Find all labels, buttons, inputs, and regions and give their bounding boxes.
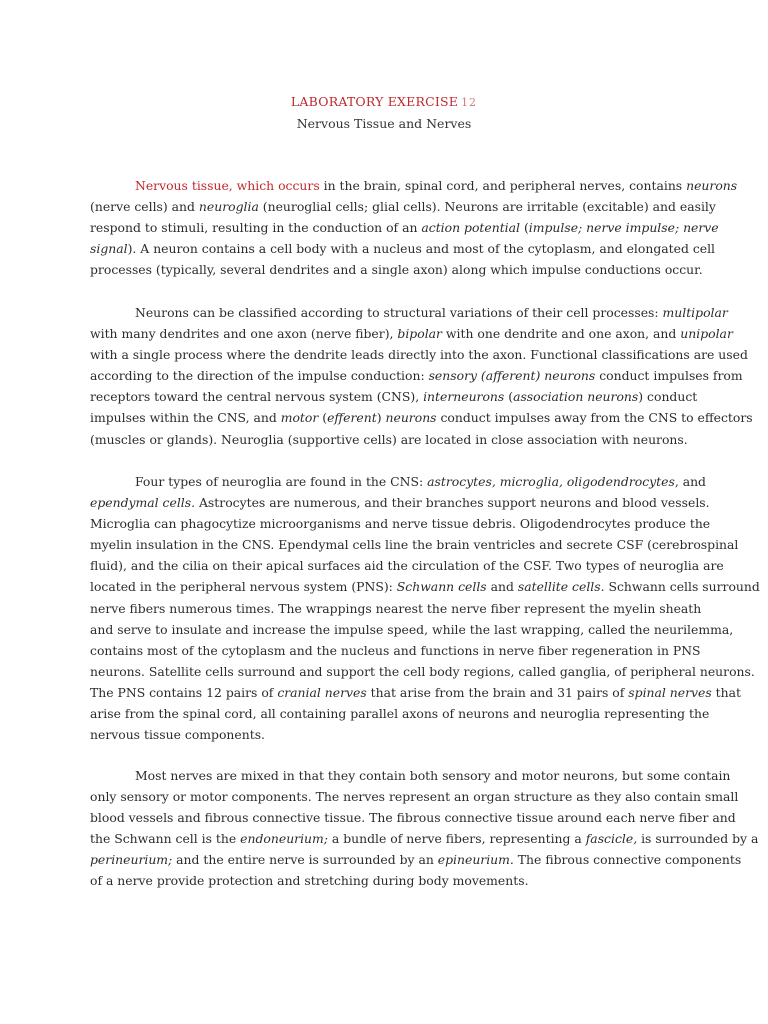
text-run: conduct impulses away from the CNS to effectors: [436, 410, 753, 426]
paragraph-line: [90, 344, 748, 365]
paragraph-line: [90, 196, 716, 217]
paragraph-line: [90, 619, 734, 640]
text-run: and the entire nerve is surrounded by an: [172, 852, 438, 868]
paragraph-line: [90, 407, 753, 428]
paragraph-line: [90, 323, 733, 344]
paragraph-neuron-classification: [90, 302, 753, 450]
paragraph-line: [90, 534, 739, 555]
text-run: , and: [674, 474, 706, 489]
paragraph-line: [90, 259, 703, 280]
text-run: according to the direction of the impulse conduction:: [90, 368, 429, 384]
italic-term: perineurium;: [90, 852, 173, 868]
lab-exercise-heading: [0, 94, 768, 111]
text-run: arise from the spinal cord, all containing parallel axons of neurons and neuroglia representing the: [90, 706, 710, 722]
text-run: contains most of the cytoplasm and the nucleus and functions in nerve fiber regeneration in PNS: [90, 642, 701, 658]
text-run: impulses within the CNS, and: [90, 410, 281, 426]
text-run: conduct impulses from: [595, 368, 743, 384]
paragraph-line: [90, 175, 738, 196]
italic-term: neurons: [686, 178, 738, 193]
paragraph-line: [90, 386, 698, 407]
paragraph-line: [90, 365, 743, 386]
text-run: Four types of neuroglia are found in the CNS:: [135, 474, 428, 489]
paragraph-line: [90, 849, 742, 870]
paragraph-line: [90, 870, 680, 891]
text-run: processes (typically, several dendrites and a single axon) along which impulse conductions occur.: [90, 262, 703, 278]
text-run: respond to stimuli, resulting in the conduction of an: [90, 220, 422, 236]
text-run: myelin insulation in the CNS. Ependymal cells line the brain ventricles and secrete CSF (cerebrospinal: [90, 537, 739, 553]
text-run: (nerve cells) and: [90, 199, 199, 215]
text-run: (: [318, 410, 328, 426]
italic-term: efferent: [327, 410, 377, 426]
text-run: receptors toward the central nervous system (CNS),: [90, 389, 424, 405]
italic-term: astrocytes, microglia, oligodendrocytes: [427, 474, 675, 489]
highlighted-phrase: Nervous tissue, which occurs: [135, 178, 320, 193]
italic-term: unipolar: [680, 326, 733, 342]
text-run: The fibrous connective components: [513, 852, 742, 868]
text-run: Microglia can phagocytize microorganisms and nerve tissue debris. Oligodendrocytes produce the: [90, 516, 711, 532]
text-run: with a single process where the dendrite leads directly into the axon. Functional classifications are used: [90, 347, 748, 363]
text-run: blood vessels and fibrous connective tissue. The fibrous connective tissue around each nerve fiber and: [90, 810, 736, 826]
italic-term: bipolar: [397, 326, 442, 342]
text-run: neurons. Satellite cells surround and support the cell body regions, called ganglia, of peripheral neurons.: [90, 663, 755, 679]
italic-term: impulse; nerve impulse; nerve: [528, 220, 719, 236]
paragraph-nervous-tissue: [90, 175, 738, 280]
text-run: that: [711, 684, 741, 700]
text-run: a bundle of nerve fibers, representing a: [327, 831, 586, 847]
italic-term: multipolar: [662, 305, 728, 320]
text-run: nerve fibers numerous times. The wrappings nearest the nerve fiber represent the myelin sheath: [90, 600, 702, 616]
paragraph-line: [90, 217, 719, 238]
paragraph-line: [90, 302, 728, 323]
italic-term: association neurons: [513, 389, 639, 405]
text-run: ). A neuron contains a cell body with a nucleus and most of the cytoplasm, and elongated cell: [127, 241, 716, 257]
lab-exercise-number: 12: [461, 96, 478, 109]
text-run: (: [504, 389, 514, 405]
text-run: Neurons can be classified according to structural variations of their cell processes:: [135, 305, 663, 320]
paragraph-line: [90, 576, 760, 597]
paragraph-mixed-nerves: [90, 765, 759, 892]
text-run: of a nerve provide protection and stretching during body movements.: [90, 873, 529, 889]
text-run: (: [520, 220, 529, 236]
text-run: and: [486, 579, 518, 595]
italic-term: signal: [90, 241, 128, 257]
text-run: is surrounded by a: [637, 831, 759, 847]
page-subtitle: Nervous Tissue and Nerves: [296, 116, 472, 131]
text-run: fluid), and the cilia on their apical surfaces aid the circulation of the CSF. Two types of neuroglia are: [90, 558, 724, 574]
italic-term: motor: [280, 410, 319, 426]
paragraph-line: [90, 828, 759, 849]
text-run: ): [376, 410, 386, 426]
italic-term: epineurium.: [437, 852, 514, 868]
italic-term: action potential: [421, 220, 520, 236]
paragraph-line: [90, 513, 711, 534]
lab-exercise-label: LABORATORY EXERCISE: [290, 94, 459, 109]
paragraph-line: [90, 703, 710, 724]
text-run: with many dendrites and one axon (nerve fiber),: [90, 326, 398, 342]
italic-term: spinal nerves: [628, 684, 712, 700]
text-run: nervous tissue components.: [90, 727, 265, 743]
paragraph-line: [90, 238, 716, 259]
paragraph-line: [90, 555, 724, 576]
italic-term: fascicle,: [585, 831, 638, 847]
text-run: and serve to insulate and increase the impulse speed, while the last wrapping, called the neurilemma,: [90, 621, 734, 637]
paragraph-neuroglia-types: [90, 471, 760, 745]
text-run: (neuroglial cells; glial cells). Neurons are irritable (excitable) and easily: [258, 199, 716, 215]
italic-term: sensory (afferent) neurons: [428, 368, 596, 384]
italic-term: neurons: [385, 410, 437, 426]
text-run: The PNS contains 12 pairs of: [90, 684, 278, 700]
paragraph-line: [90, 807, 736, 828]
italic-term: endoneurium;: [240, 831, 328, 847]
paragraph-line: [90, 682, 741, 703]
italic-term: satellite cells.: [517, 579, 605, 595]
italic-term: cranial nerves: [277, 684, 367, 700]
paragraph-line: [90, 765, 731, 786]
paragraph-line: [90, 429, 688, 450]
text-run: Astrocytes are numerous, and their branches support neurons and blood vessels.: [195, 495, 710, 511]
italic-term: ependymal cells.: [90, 495, 196, 511]
text-run: Schwann cells surround: [604, 579, 760, 595]
paragraph-line: [90, 471, 706, 492]
text-run: with one dendrite and one axon, and: [441, 326, 681, 342]
text-run: Most nerves are mixed in that they contain both sensory and motor neurons, but some contain: [135, 768, 731, 783]
text-run: ) conduct: [638, 389, 698, 405]
paragraph-line: [90, 661, 755, 682]
text-run: (muscles or glands). Neuroglia (supportive cells) are located in close association with neurons.: [90, 431, 688, 447]
paragraph-line: [90, 598, 702, 619]
text-run: the Schwann cell is the: [90, 831, 241, 847]
text-run: in the brain, spinal cord, and peripheral nerves, contains: [319, 178, 687, 193]
italic-term: Schwann cells: [396, 579, 487, 595]
italic-term: interneurons: [423, 389, 505, 405]
paragraph-line: [90, 786, 739, 807]
text-run: that arise from the brain and 31 pairs of: [366, 684, 629, 700]
text-run: located in the peripheral nervous system (PNS):: [90, 579, 397, 595]
text-run: only sensory or motor components. The nerves represent an organ structure as they also contain small: [90, 789, 739, 805]
paragraph-line: [90, 492, 710, 513]
italic-term: neuroglia: [198, 199, 259, 215]
paragraph-line: [90, 640, 701, 661]
paragraph-line: [90, 724, 680, 745]
